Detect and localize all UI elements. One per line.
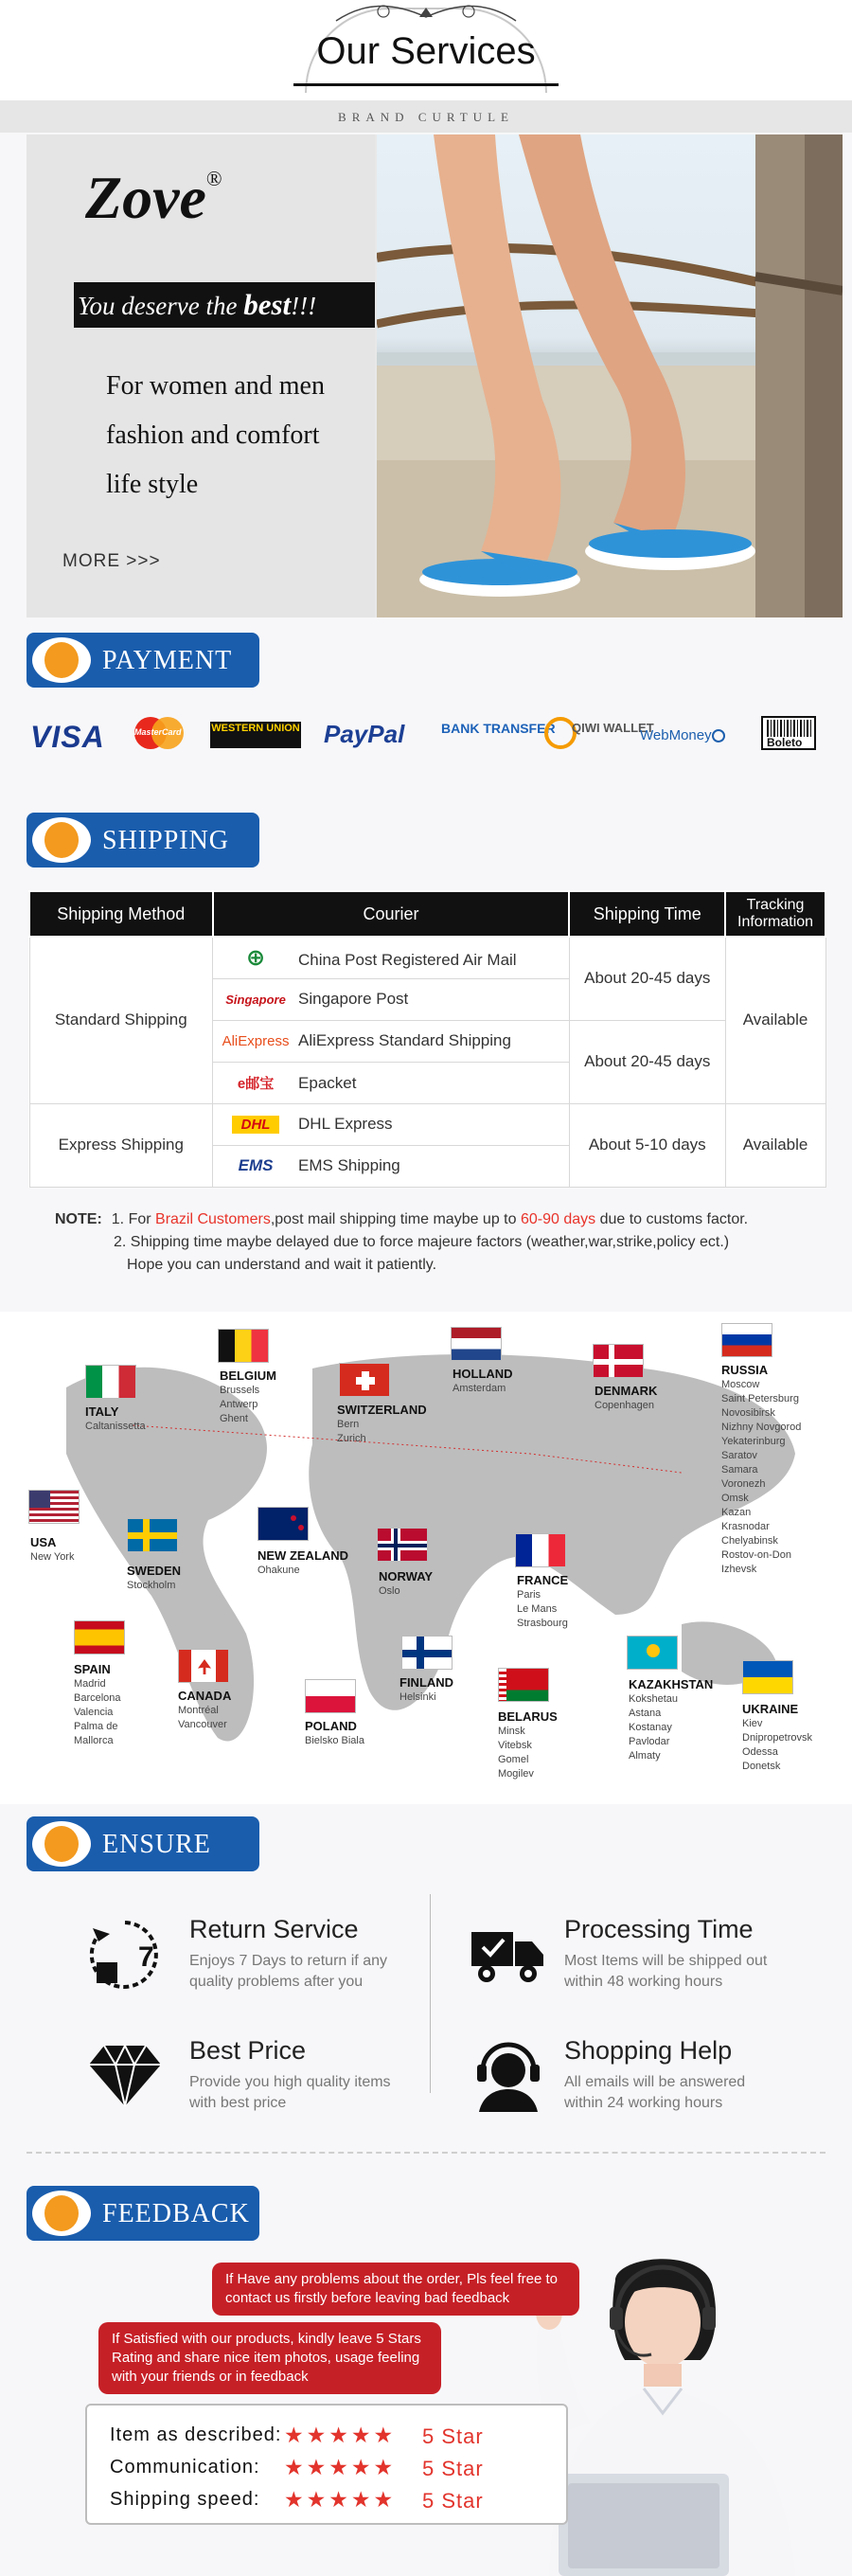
canada-flag-icon	[178, 1649, 229, 1683]
singapore-post-logo: Singapore	[225, 993, 286, 1007]
feedback-label-text: FEEDBACK	[102, 2199, 250, 2228]
ensure-desc-processing: Most Items will be shipped out within 48 working hours	[564, 1953, 768, 1990]
webmoney-globe-icon	[712, 729, 725, 742]
courier-singapore-post	[213, 978, 570, 1020]
visa-logo: VISA	[30, 720, 105, 754]
mastercard-logo	[133, 716, 186, 750]
page-title: Our Services	[316, 30, 536, 72]
italy-flag-icon	[85, 1365, 136, 1399]
epacket-logo: e邮宝	[237, 1075, 275, 1092]
product-photo	[377, 134, 843, 617]
ensure-desc-help: All emails will be answered within 24 working hours	[564, 2074, 746, 2111]
method-express: Express Shipping	[29, 1103, 213, 1187]
section-dashed-divider	[27, 2152, 825, 2154]
header-courier: Courier	[213, 891, 570, 937]
webmoney-logo: WebMoney	[640, 727, 712, 743]
country-name: POLAND	[305, 1719, 357, 1733]
ensure-title-processing: Processing Time	[564, 1915, 754, 1943]
brand-band-text: BRAND CURTULE	[338, 110, 514, 124]
courier-dhl	[213, 1103, 570, 1145]
slogan-part-2: best	[243, 288, 292, 321]
barcode-icon	[767, 720, 812, 737]
country-cities: Ohakune	[257, 1565, 300, 1576]
country-name: USA	[30, 1535, 57, 1549]
country-name: SPAIN	[74, 1662, 111, 1676]
note-label: NOTE:	[55, 1211, 102, 1227]
boleto-label: Boleto	[767, 736, 803, 749]
finland-flag-icon	[401, 1636, 453, 1670]
country-cities: New York	[30, 1551, 75, 1563]
country-name: KAZAKHSTAN	[629, 1677, 714, 1691]
tracking-standard: Available	[725, 937, 825, 1103]
country-name: BELGIUM	[220, 1368, 276, 1383]
country-name: CANADA	[178, 1689, 232, 1703]
dhl-logo	[213, 1115, 298, 1134]
section-o-icon	[32, 1821, 91, 1867]
five-stars-icon: ★★★★★	[284, 2487, 397, 2512]
shipping-section-label	[27, 813, 259, 868]
country-cities: Stockholm	[127, 1580, 176, 1591]
country-cities: Kiev Dnipropetrovsk Odessa Donetsk	[742, 1718, 812, 1772]
feedback-section-label	[27, 2186, 259, 2241]
rating-label: Shipping speed:	[110, 2489, 260, 2510]
return-7-days-icon	[87, 1917, 163, 1993]
denmark-flag-icon	[593, 1344, 644, 1378]
country-name: NEW ZEALAND	[257, 1548, 349, 1563]
norway-flag-icon	[377, 1528, 428, 1562]
hero-line-2: fashion and comfort	[106, 420, 320, 450]
note-line-2: 2. Shipping time maybe delayed due to force majeure factors (weather,war,strike,policy ect.)	[114, 1234, 730, 1250]
table-row	[29, 937, 825, 978]
note1-days: 60-90 days	[520, 1211, 596, 1227]
header-tracking-info: Tracking Information	[725, 891, 825, 937]
country-cities: Minsk Vitebsk Gomel Mogilev	[498, 1726, 534, 1780]
country-name: FRANCE	[517, 1573, 569, 1587]
country-name: SWEDEN	[127, 1564, 182, 1578]
poland-flag-icon	[305, 1679, 356, 1713]
belarus-flag-icon	[498, 1668, 549, 1702]
brand-name: Zove	[85, 164, 206, 231]
country-name: DENMARK	[595, 1384, 658, 1398]
qiwi-wallet-label: QIWI WALLET	[572, 721, 654, 735]
ensure-desc-price: Provide you high quality items with best price	[189, 2074, 391, 2111]
shipping-label-text: SHIPPING	[102, 826, 230, 855]
country-cities: Caltanissetta	[85, 1421, 146, 1432]
rating-label: Item as described:	[110, 2424, 282, 2445]
russia-flag-icon	[721, 1323, 772, 1357]
courier-name: Singapore Post	[298, 990, 409, 1008]
slogan-banner	[74, 282, 375, 328]
payment-section-label	[27, 633, 259, 688]
country-cities: Oslo	[379, 1585, 400, 1597]
sandal-legs-illustration	[377, 134, 843, 617]
page-header	[0, 0, 852, 133]
section-o-icon	[32, 2191, 91, 2236]
time-standard-1: About 20-45 days	[569, 937, 725, 1020]
delivery-truck-icon	[470, 1923, 545, 1989]
country-name: ITALY	[85, 1404, 119, 1419]
ukraine-flag-icon	[742, 1660, 793, 1694]
title-underline	[293, 83, 559, 86]
header-shipping-method: Shipping Method	[29, 891, 213, 937]
slogan-part-3: !!!	[291, 292, 317, 320]
five-stars-icon: ★★★★★	[284, 2455, 397, 2479]
section-o-icon	[32, 817, 91, 863]
bank-transfer-logo: BANK TRANSFER	[441, 721, 556, 736]
china-post-icon: ⊕	[245, 944, 266, 971]
new-zealand-flag-icon	[257, 1507, 309, 1541]
time-express: About 5-10 days	[569, 1103, 725, 1187]
kazakhstan-flag-icon	[627, 1636, 678, 1670]
rating-value: 5 Star	[422, 2424, 484, 2448]
courier-name: AliExpress Standard Shipping	[298, 1031, 511, 1049]
ems-logo: EMS	[238, 1156, 274, 1174]
rating-value: 5 Star	[422, 2489, 484, 2513]
rating-box	[85, 2404, 568, 2525]
ensure-desc-return: Enjoys 7 Days to return if any quality problems after you	[189, 1953, 387, 1990]
boleto-logo	[761, 716, 816, 750]
ensure-title-return: Return Service	[189, 1915, 359, 1943]
note1-c: ,post mail shipping time maybe up to	[270, 1211, 521, 1227]
shipping-note	[55, 1208, 748, 1277]
dhl-logo-text: DHL	[232, 1116, 280, 1134]
country-name: FINLAND	[399, 1675, 454, 1690]
ensure-label-text: ENSURE	[102, 1830, 211, 1859]
note1-brazil: Brazil Customers	[155, 1211, 271, 1227]
country-cities: Amsterdam	[453, 1383, 506, 1394]
flourish-ornament-icon	[327, 0, 525, 28]
courier-name: China Post Registered Air Mail	[298, 950, 517, 969]
method-standard: Standard Shipping	[29, 937, 213, 1103]
note-line-1	[55, 1208, 748, 1231]
payment-label-text: PAYMENT	[102, 646, 233, 675]
switzerland-flag-icon	[339, 1363, 390, 1397]
holland-flag-icon	[451, 1327, 502, 1361]
aliexpress-logo: AliExpress	[222, 1033, 290, 1049]
country-name: HOLLAND	[453, 1367, 513, 1381]
country-cities: Copenhagen	[595, 1400, 655, 1411]
courier-name: EMS Shipping	[298, 1156, 400, 1174]
spain-flag-icon	[74, 1620, 125, 1655]
rating-communication	[110, 2455, 484, 2480]
slogan-part-1: You deserve the	[78, 292, 244, 320]
country-cities: Brussels Antwerp Ghent	[220, 1385, 260, 1424]
section-o-icon	[32, 637, 91, 683]
courier-ems	[213, 1145, 570, 1187]
country-name: RUSSIA	[721, 1363, 769, 1377]
rating-shipping-speed	[110, 2487, 484, 2513]
note-line-3: Hope you can understand and wait it patiently.	[127, 1257, 437, 1273]
table-row	[29, 1103, 825, 1145]
ensure-title-help: Shopping Help	[564, 2036, 733, 2065]
country-name: SWITZERLAND	[337, 1403, 427, 1417]
country-name: NORWAY	[379, 1569, 434, 1583]
country-cities: Moscow Saint Petersburg Novosibirsk Nizhny Novgorod Yekaterinburg Saratov Samara Voronezh Omsk Kazan Krasnodar Chelyabinsk Rostov-on-Don Izhevsk	[721, 1379, 802, 1575]
brand-logo	[85, 163, 222, 233]
rating-item-described	[110, 2423, 484, 2448]
tracking-express: Available	[725, 1103, 825, 1187]
shipping-table	[28, 890, 826, 1188]
france-flag-icon	[515, 1533, 566, 1567]
courier-china-post	[213, 937, 570, 978]
mastercard-label: MasterCard	[134, 727, 182, 737]
delivery-map	[0, 1312, 852, 1804]
rating-label: Communication:	[110, 2457, 260, 2478]
country-cities: Helsinki	[399, 1691, 436, 1703]
country-cities: Madrid Barcelona Valencia Palma de Mallorca	[74, 1678, 121, 1746]
country-name: BELARUS	[498, 1709, 558, 1724]
belgium-flag-icon	[218, 1329, 269, 1363]
hero-line-1: For women and men	[106, 371, 325, 401]
more-link[interactable]: MORE >>>	[62, 551, 161, 571]
bubble-contact-first: If Have any problems about the order, Pls feel free to contact us firstly before leaving bad feedback	[212, 2263, 579, 2316]
ensure-section-label	[27, 1816, 259, 1871]
header-shipping-time: Shipping Time	[569, 891, 725, 937]
shipping-table-header	[29, 891, 825, 937]
courier-aliexpress	[213, 1020, 570, 1062]
western-union-logo: WESTERN UNION	[210, 722, 301, 748]
note1-e: due to customs factor.	[595, 1211, 749, 1227]
country-cities: Bern Zurich	[337, 1419, 366, 1444]
courier-name: Epacket	[298, 1073, 357, 1092]
customer-support-headset-icon	[473, 2036, 543, 2112]
hero-banner	[27, 134, 843, 617]
sweden-flag-icon	[127, 1518, 178, 1552]
five-stars-icon: ★★★★★	[284, 2423, 397, 2447]
hero-text-panel	[27, 134, 375, 617]
ensure-title-price: Best Price	[189, 2036, 307, 2065]
country-cities: Kokshetau Astana Kostanay Pavlodar Almaty	[629, 1693, 678, 1762]
country-cities: Paris Le Mans Strasbourg	[517, 1589, 568, 1629]
courier-epacket	[213, 1062, 570, 1103]
country-cities: Montréal Vancouver	[178, 1705, 227, 1730]
usa-flag-icon	[28, 1490, 80, 1524]
ensure-divider	[430, 1894, 431, 2093]
brand-band	[0, 100, 852, 133]
registered-mark: ®	[205, 167, 222, 190]
rating-value: 5 Star	[422, 2457, 484, 2480]
bubble-leave-5-stars: If Satisfied with our products, kindly leave 5 Stars Rating and share nice item photos, usage feeling with your friends or in feedback	[98, 2322, 441, 2394]
hero-line-3: life style	[106, 470, 199, 499]
courier-name: DHL Express	[298, 1115, 393, 1133]
time-standard-2: About 20-45 days	[569, 1020, 725, 1103]
diamond-icon	[87, 2042, 163, 2108]
paypal-logo: PayPal	[324, 720, 405, 748]
country-cities: Bielsko Biala	[305, 1735, 364, 1746]
return-icon-number: 7	[138, 1941, 154, 1973]
country-name: UKRAINE	[742, 1702, 799, 1716]
note1-a: 1. For	[111, 1211, 156, 1227]
